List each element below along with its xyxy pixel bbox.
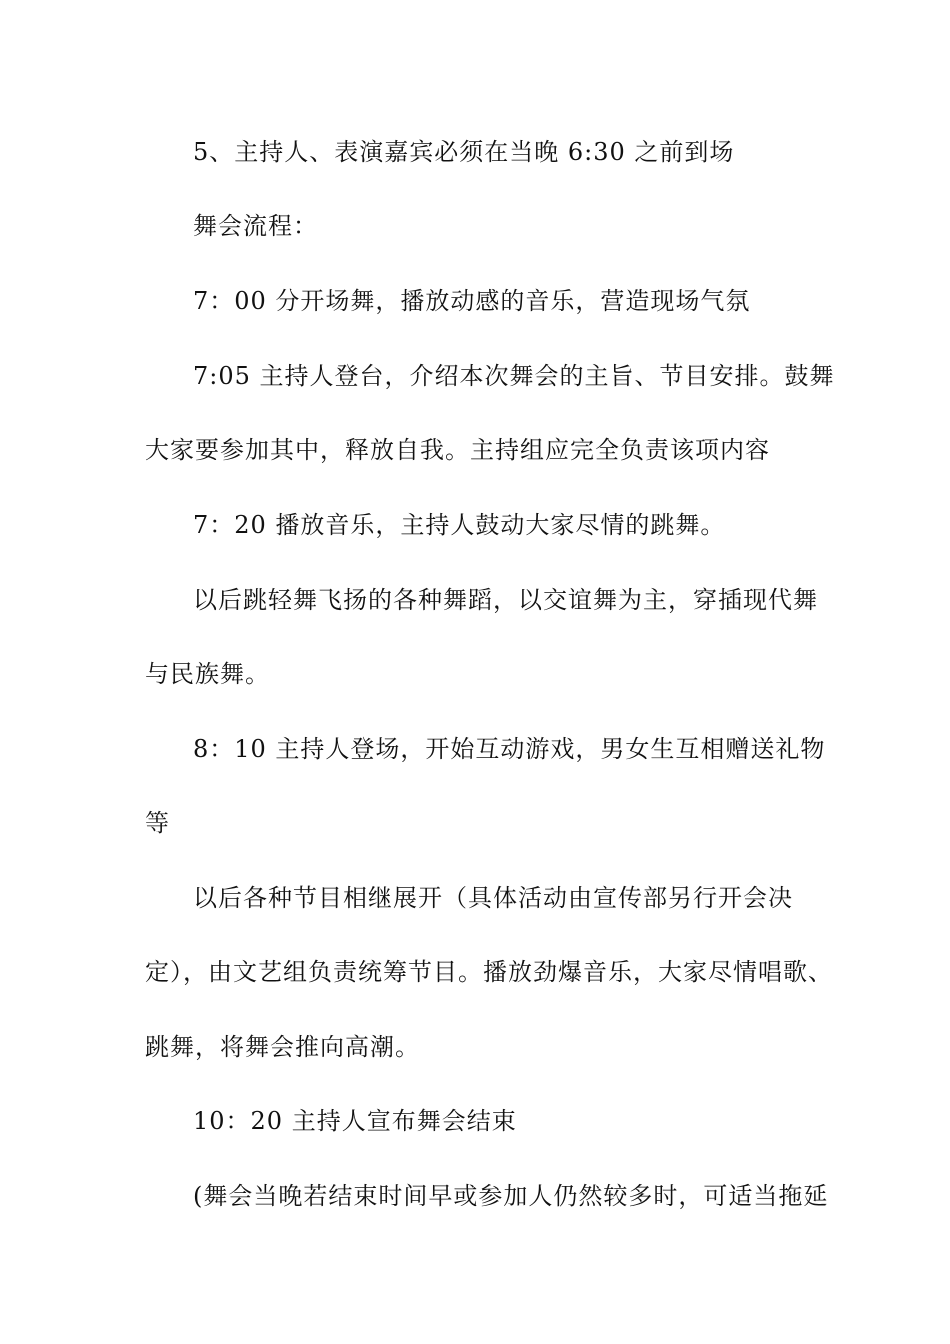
schedule-item-0705-line2: 大家要参加其中，释放自我。主持组应完全负责该项内容: [145, 436, 770, 464]
paragraph-programs-line2: 定），由文艺组负责统筹节目。播放劲爆音乐，大家尽情唱歌、: [145, 958, 833, 986]
section-heading-dance-schedule: 舞会流程：: [193, 212, 318, 240]
paragraph-programs-line1: 以后各种节目相继展开（具体活动由宣传部另行开会决: [193, 884, 793, 912]
paragraph-extension-note: (舞会当晚若结束时间早或参加人仍然较多时，可适当拖延: [193, 1182, 829, 1210]
schedule-item-0700: 7：00 分开场舞，播放动感的音乐，营造现场气氛: [193, 287, 751, 315]
schedule-item-0810-line1: 8：10 主持人登场，开始互动游戏，男女生互相赠送礼物: [193, 735, 826, 763]
schedule-item-0720: 7：20 播放音乐，主持人鼓动大家尽情的跳舞。: [193, 511, 726, 539]
schedule-item-0705-line1: 7:05 主持人登台，介绍本次舞会的主旨、节目安排。鼓舞: [193, 362, 835, 390]
schedule-item-1020: 10：20 主持人宣布舞会结束: [193, 1107, 517, 1135]
paragraph-arrival-time: 5、主持人、表演嘉宾必须在当晚 6:30 之前到场: [193, 138, 735, 166]
schedule-item-0810-line2: 等: [145, 809, 170, 837]
paragraph-programs-line3: 跳舞，将舞会推向高潮。: [145, 1033, 420, 1061]
paragraph-dance-styles-line1: 以后跳轻舞飞扬的各种舞蹈，以交谊舞为主，穿插现代舞: [193, 586, 818, 614]
paragraph-dance-styles-line2: 与民族舞。: [145, 660, 270, 688]
